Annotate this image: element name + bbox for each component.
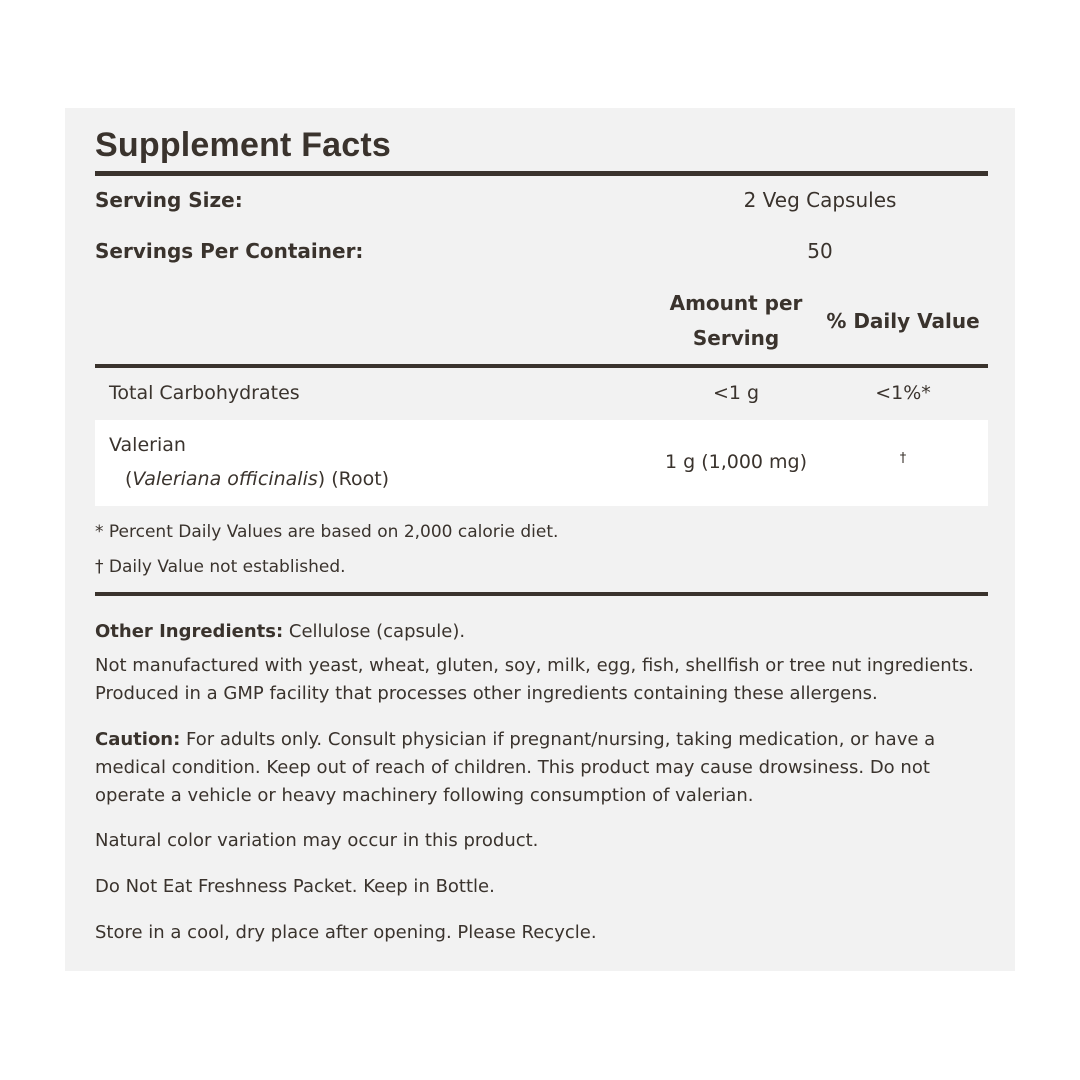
panel-title: Supplement Facts xyxy=(95,126,392,164)
other-ingredients xyxy=(95,618,988,646)
serving-size-value: 2 Veg Capsules xyxy=(743,188,897,212)
amount-per-serving-header xyxy=(661,286,811,356)
freshness-packet-note: Do Not Eat Freshness Packet. Keep in Bottle. xyxy=(95,876,495,897)
nutrient-name: Total Carbohydrates xyxy=(109,382,300,404)
allergen-note: Not manufactured with yeast, wheat, gluten, soy, milk, egg, fish, shellfish or tree nut ingredients. Produced in a GMP facility that processes other ingredients containing these allergens. xyxy=(95,655,974,704)
nutrient-daily-value: <1%* xyxy=(875,382,931,404)
footnote-dv-not-established: † Daily Value not established. xyxy=(95,557,346,577)
amount-header-line1: Amount per xyxy=(669,291,803,315)
serving-size-label: Serving Size: xyxy=(95,188,243,212)
nutrient-daily-value: † xyxy=(899,451,907,466)
footnote-divider xyxy=(95,592,988,596)
nutrient-name: Valerian xyxy=(109,434,186,456)
botanical-part: ) (Root) xyxy=(317,468,390,490)
caution-text: For adults only. Consult physician if pregnant/nursing, taking medication, or have a medical condition. Keep out of reach of children. This product may cause drowsiness. Do not operate a vehicle or heavy machinery following consumption of valerian. xyxy=(95,729,936,806)
botanical-latin-name: Valeriana officinalis xyxy=(132,468,318,490)
other-ingredients-text: Cellulose (capsule). xyxy=(283,621,466,642)
botanical-open-paren: ( xyxy=(125,468,133,490)
color-variation-note: Natural color variation may occur in this product. xyxy=(95,830,539,851)
servings-per-container-value: 50 xyxy=(807,239,833,263)
nutrient-amount: <1 g xyxy=(712,382,760,404)
title-divider xyxy=(95,171,988,176)
daily-value-header: % Daily Value xyxy=(826,309,980,333)
amount-header-line2: Serving xyxy=(692,326,780,350)
servings-per-container-label: Servings Per Container: xyxy=(95,239,364,263)
supplement-facts-panel xyxy=(65,108,1015,971)
other-ingredients-label: Other Ingredients: xyxy=(95,621,284,642)
caution-label: Caution: xyxy=(95,729,181,750)
storage-note: Store in a cool, dry place after opening. Please Recycle. xyxy=(95,922,597,943)
nutrient-amount: 1 g (1,000 mg) xyxy=(664,451,808,473)
footnote-percent-dv: * Percent Daily Values are based on 2,000 calorie diet. xyxy=(95,522,559,542)
nutrient-botanical-name xyxy=(125,468,389,490)
caution-note xyxy=(95,726,988,810)
